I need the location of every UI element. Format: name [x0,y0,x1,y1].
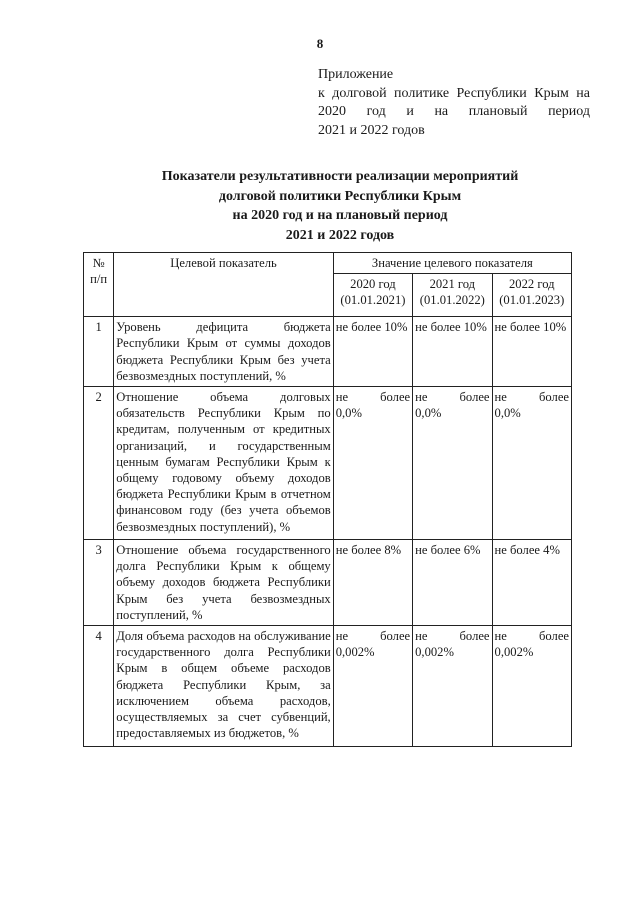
table-row [84,540,572,626]
row-value-2022: не более 10% [492,317,571,387]
header-year-2021: 2021 год (01.01.2022) [413,274,492,317]
appendix-line-2: к долговой политике Республики Крым на [318,85,590,101]
appendix-line-1: Приложение [318,67,394,82]
document-title [100,167,580,245]
header-year-2022: 2022 год (01.01.2023) [492,274,571,317]
header-num: № п/п [84,253,114,317]
title-line-3: на 2020 год и на плановый период [232,208,448,223]
row-value-2021: не более 0,0% [413,387,492,540]
row-value-2022: не более 0,002% [492,626,571,747]
table-row [84,317,572,387]
row-value-2022: не более 4% [492,540,571,626]
row-value-2021: не более 0,002% [413,626,492,747]
row-value-2021: не более 10% [413,317,492,387]
title-line-4: 2021 и 2022 годов [285,227,395,243]
row-indicator: Доля объема расходов на обслуживание государственного долга Республики Крым в общем объеме расходов бюджета Республики Крым, за исключением объема расходов, осуществляемых за счет субвенций, предоставляемых из бюджетов, % [114,626,333,747]
row-value-2021: не более 6% [413,540,492,626]
title-line-1: Показатели результативности реализации мероприятий [161,169,519,184]
row-indicator: Уровень дефицита бюджета Республики Крым от суммы доходов бюджета Республики Крым без учета безвозмездных поступлений, % [114,317,333,387]
row-number: 4 [84,626,114,747]
row-value-2020: не более 8% [333,540,412,626]
row-value-2022: не более 0,0% [492,387,571,540]
row-indicator: Отношение объема долговых обязательств Республики Крым по кредитам, полученным от кредитных организаций, и государственным ценным бумагам Республики Крым к общему годовому объему доходов бюджета Республики Крым в отчетном финансовом году (без учета объемов безвозмездных поступлений), % [114,387,333,540]
appendix-header [318,66,590,140]
row-number: 2 [84,387,114,540]
row-value-2020: не более 0,0% [333,387,412,540]
row-number: 1 [84,317,114,387]
header-indicator: Целевой показатель [114,253,333,317]
table-row [84,626,572,747]
header-value-group: Значение целевого показателя [333,253,571,274]
page-number: 8 [316,36,324,51]
row-value-2020: не более 0,002% [333,626,412,747]
appendix-line-3: 2020 год и на плановый период [318,104,590,119]
title-line-2: долговой политики Республики Крым [218,188,462,204]
indicators-table [83,252,572,747]
row-value-2020: не более 10% [333,317,412,387]
row-indicator: Отношение объема государственного долга Республики Крым к общему объему доходов бюджета Республики Крым без учета безвозмездных поступлений, % [114,540,333,626]
row-number: 3 [84,540,114,626]
header-year-2020: 2020 год (01.01.2021) [333,274,412,317]
table-row [84,387,572,540]
appendix-line-4: 2021 и 2022 годов [318,122,425,138]
